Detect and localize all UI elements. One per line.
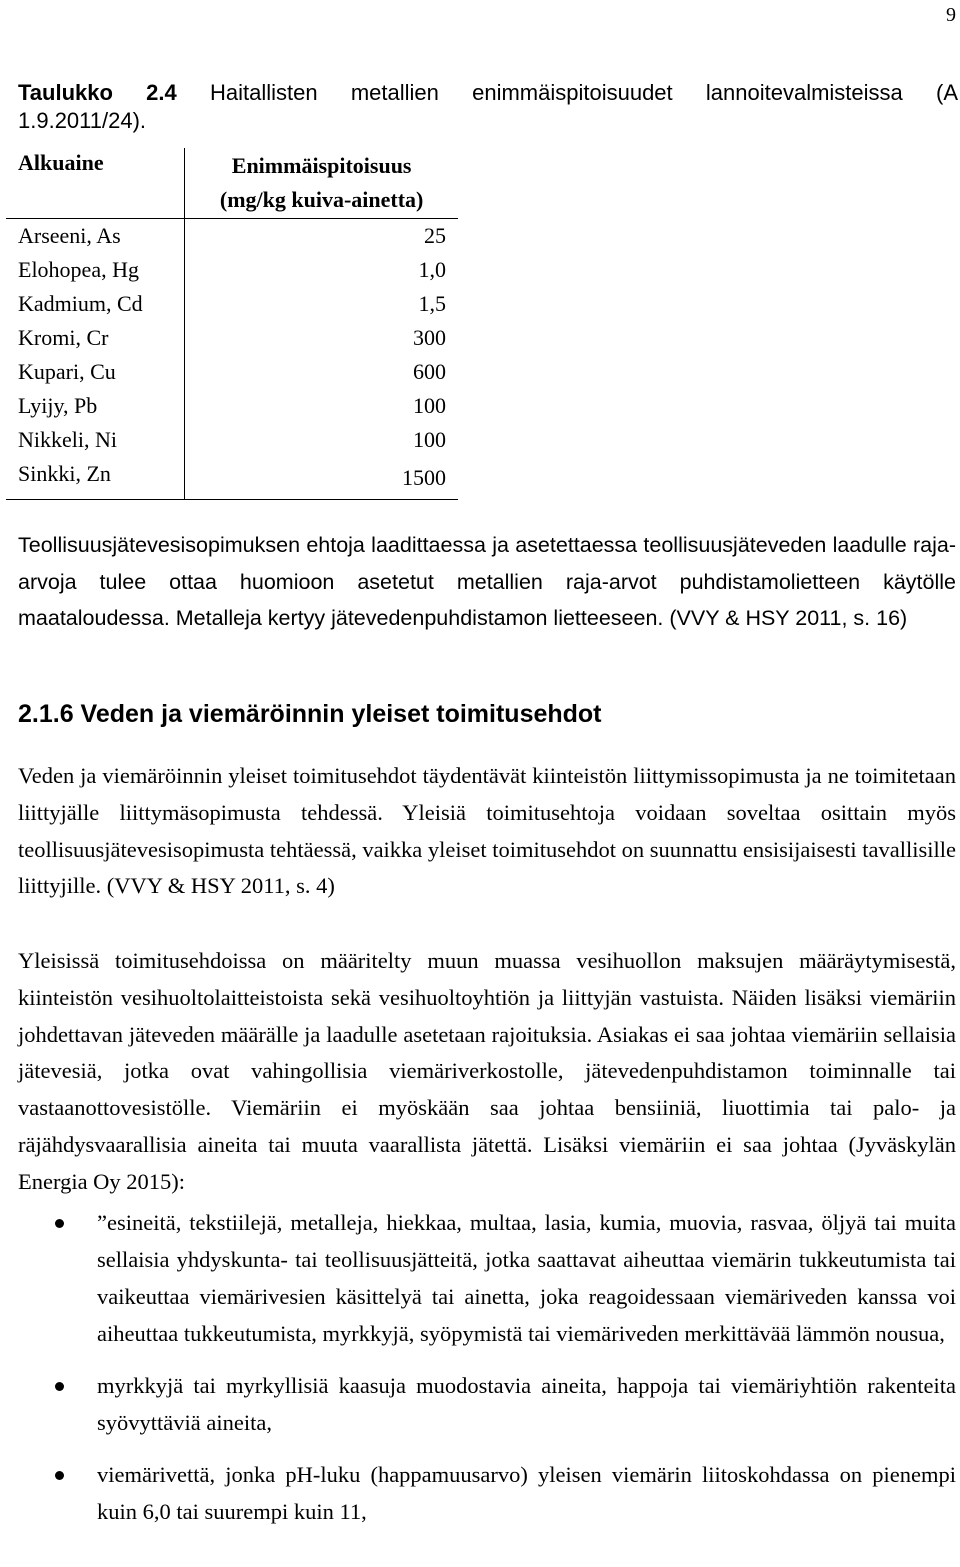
prohibited-substances-list: [0, 1204, 956, 1545]
value-cell: 25: [424, 223, 446, 248]
value-cell: 1500: [185, 457, 458, 500]
list-item-text: myrkkyjä tai myrkyllisiä kaasuja muodostavia aineita, happoja tai viemäriyhtiön rakenteita syövyttäviä aineita,: [97, 1373, 956, 1435]
element-cell: Kupari, Cu: [6, 355, 185, 389]
table-row: [6, 457, 458, 500]
table-row: [6, 389, 458, 423]
element-cell: Lyijy, Pb: [6, 389, 185, 423]
table-caption-continuation: 1.9.2011/24).: [18, 108, 147, 133]
table-row: [6, 219, 458, 254]
element-cell: Arseeni, As: [6, 219, 185, 254]
value-cell: 1,5: [418, 291, 446, 316]
element-cell: Nikkeli, Ni: [6, 423, 185, 457]
header-max-content-title: Enimmäispitoisuus: [231, 153, 412, 178]
value-cell: 1,0: [418, 257, 446, 282]
table-row: [6, 423, 458, 457]
table-row: [6, 287, 458, 321]
bullet-icon: [55, 1471, 64, 1480]
section-heading: 2.1.6 Veden ja viemäröinnin yleiset toimitusehdot: [18, 700, 602, 728]
bullet-icon: [55, 1219, 64, 1228]
table-caption-label: Taulukko 2.4: [18, 80, 177, 105]
value-cell: 600: [413, 359, 446, 384]
list-item-text: viemärivettä, jonka pH-luku (happamuusarvo) yleisen viemärin liitoskohdassa on pienempi kuin 6,0 tai suurempi kuin 11,: [97, 1462, 956, 1524]
value-cell: 300: [413, 325, 446, 350]
general-terms-paragraph: Veden ja viemäröinnin yleiset toimitusehdot täydentävät kiinteistön liittymissopimusta ja ne toimitetaan liittyjälle liittymäsopimusta tehdessä. Yleisiä toimitusehtoja voidaan soveltaa osittain myös teollisuusjätevesisopimusta tehtäessä, vaikka yleiset toimitusehdot on suunnattu ensisijaisesti tavallisille liittyjille. (VVY & HSY 2011, s. 4): [18, 763, 956, 899]
industrial-wastewater-paragraph: Teollisuusjätevesisopimuksen ehtoja laadittaessa ja asetettaessa teollisuusjäteveden laadulle raja-arvoja tulee ottaa huomioon asetetut metallien raja-arvot puhdistamolietteen käytölle maataloudessa. Metalleja kertyy jätevedenpuhdistamon lietteeseen. (VVY & HSY 2011, s. 16): [18, 533, 956, 630]
table-row: [6, 355, 458, 389]
list-item: [0, 1456, 956, 1530]
sewer-restrictions-paragraph: Yleisissä toimitusehdoissa on määritelty muun muassa vesihuollon maksujen määräytymisestä, kiinteistön vesihuoltolaitteistoista sekä vesihuoltoyhtiön ja liittyjän vastuista. Näiden lisäksi viemäriin johdettavan jäteveden määrälle ja laadulle asetetaan rajoituksia. Asiakas ei saa johtaa viemäriin sellaisia jätevesiä, jotka ovat vahingollisia viemäriverkostolle, jätevedenpuhdistamon toiminnalle tai vastaanottovesistölle. Viemäriin ei myöskään saa johtaa bensiiniä, liuottimia tai palo- ja räjähdysvaarallisia aineita tai muuta vaarallista jätettä. Lisäksi viemäriin ei saa johtaa (Jyväskylän Energia Oy 2015):: [18, 948, 956, 1194]
value-cell: 100: [413, 427, 446, 452]
element-cell: Sinkki, Zn: [6, 457, 185, 500]
table-caption-text: Haitallisten metallien enimmäispitoisuudet lannoitevalmisteissa (A: [210, 80, 958, 105]
metal-limits-table: [6, 148, 458, 500]
page-number: 9: [946, 4, 956, 26]
table-caption: [18, 80, 958, 106]
value-cell: 100: [413, 393, 446, 418]
list-item-text: ”esineitä, tekstiilejä, metalleja, hiekkaa, multaa, lasia, kumia, muovia, rasvaa, öljyä tai muita sellaisia yhdyskunta- tai teollisuusjätteitä, jotka saattavat aiheuttaa viemärin tukkeutumista tai vaikeuttaa viemärivesien käsittelyä tai ainetta, joka reagoidessaan viemäriveden kanssa voi aiheuttaa tukkeutumista, myrkkyjä, syöpymistä tai viemäriveden merkittävää lämmön nousua,: [97, 1210, 956, 1346]
table-header-row: [6, 148, 458, 219]
element-cell: Kadmium, Cd: [6, 287, 185, 321]
element-cell: Kromi, Cr: [6, 321, 185, 355]
table-row: [6, 321, 458, 355]
list-item: [0, 1367, 956, 1441]
element-cell: Elohopea, Hg: [6, 253, 185, 287]
header-max-content: [185, 148, 458, 219]
header-element: Alkuaine: [6, 148, 185, 219]
list-item: [0, 1204, 956, 1352]
table-row: [6, 253, 458, 287]
header-max-content-unit: (mg/kg kuiva-ainetta): [219, 187, 424, 212]
bullet-icon: [55, 1382, 64, 1391]
